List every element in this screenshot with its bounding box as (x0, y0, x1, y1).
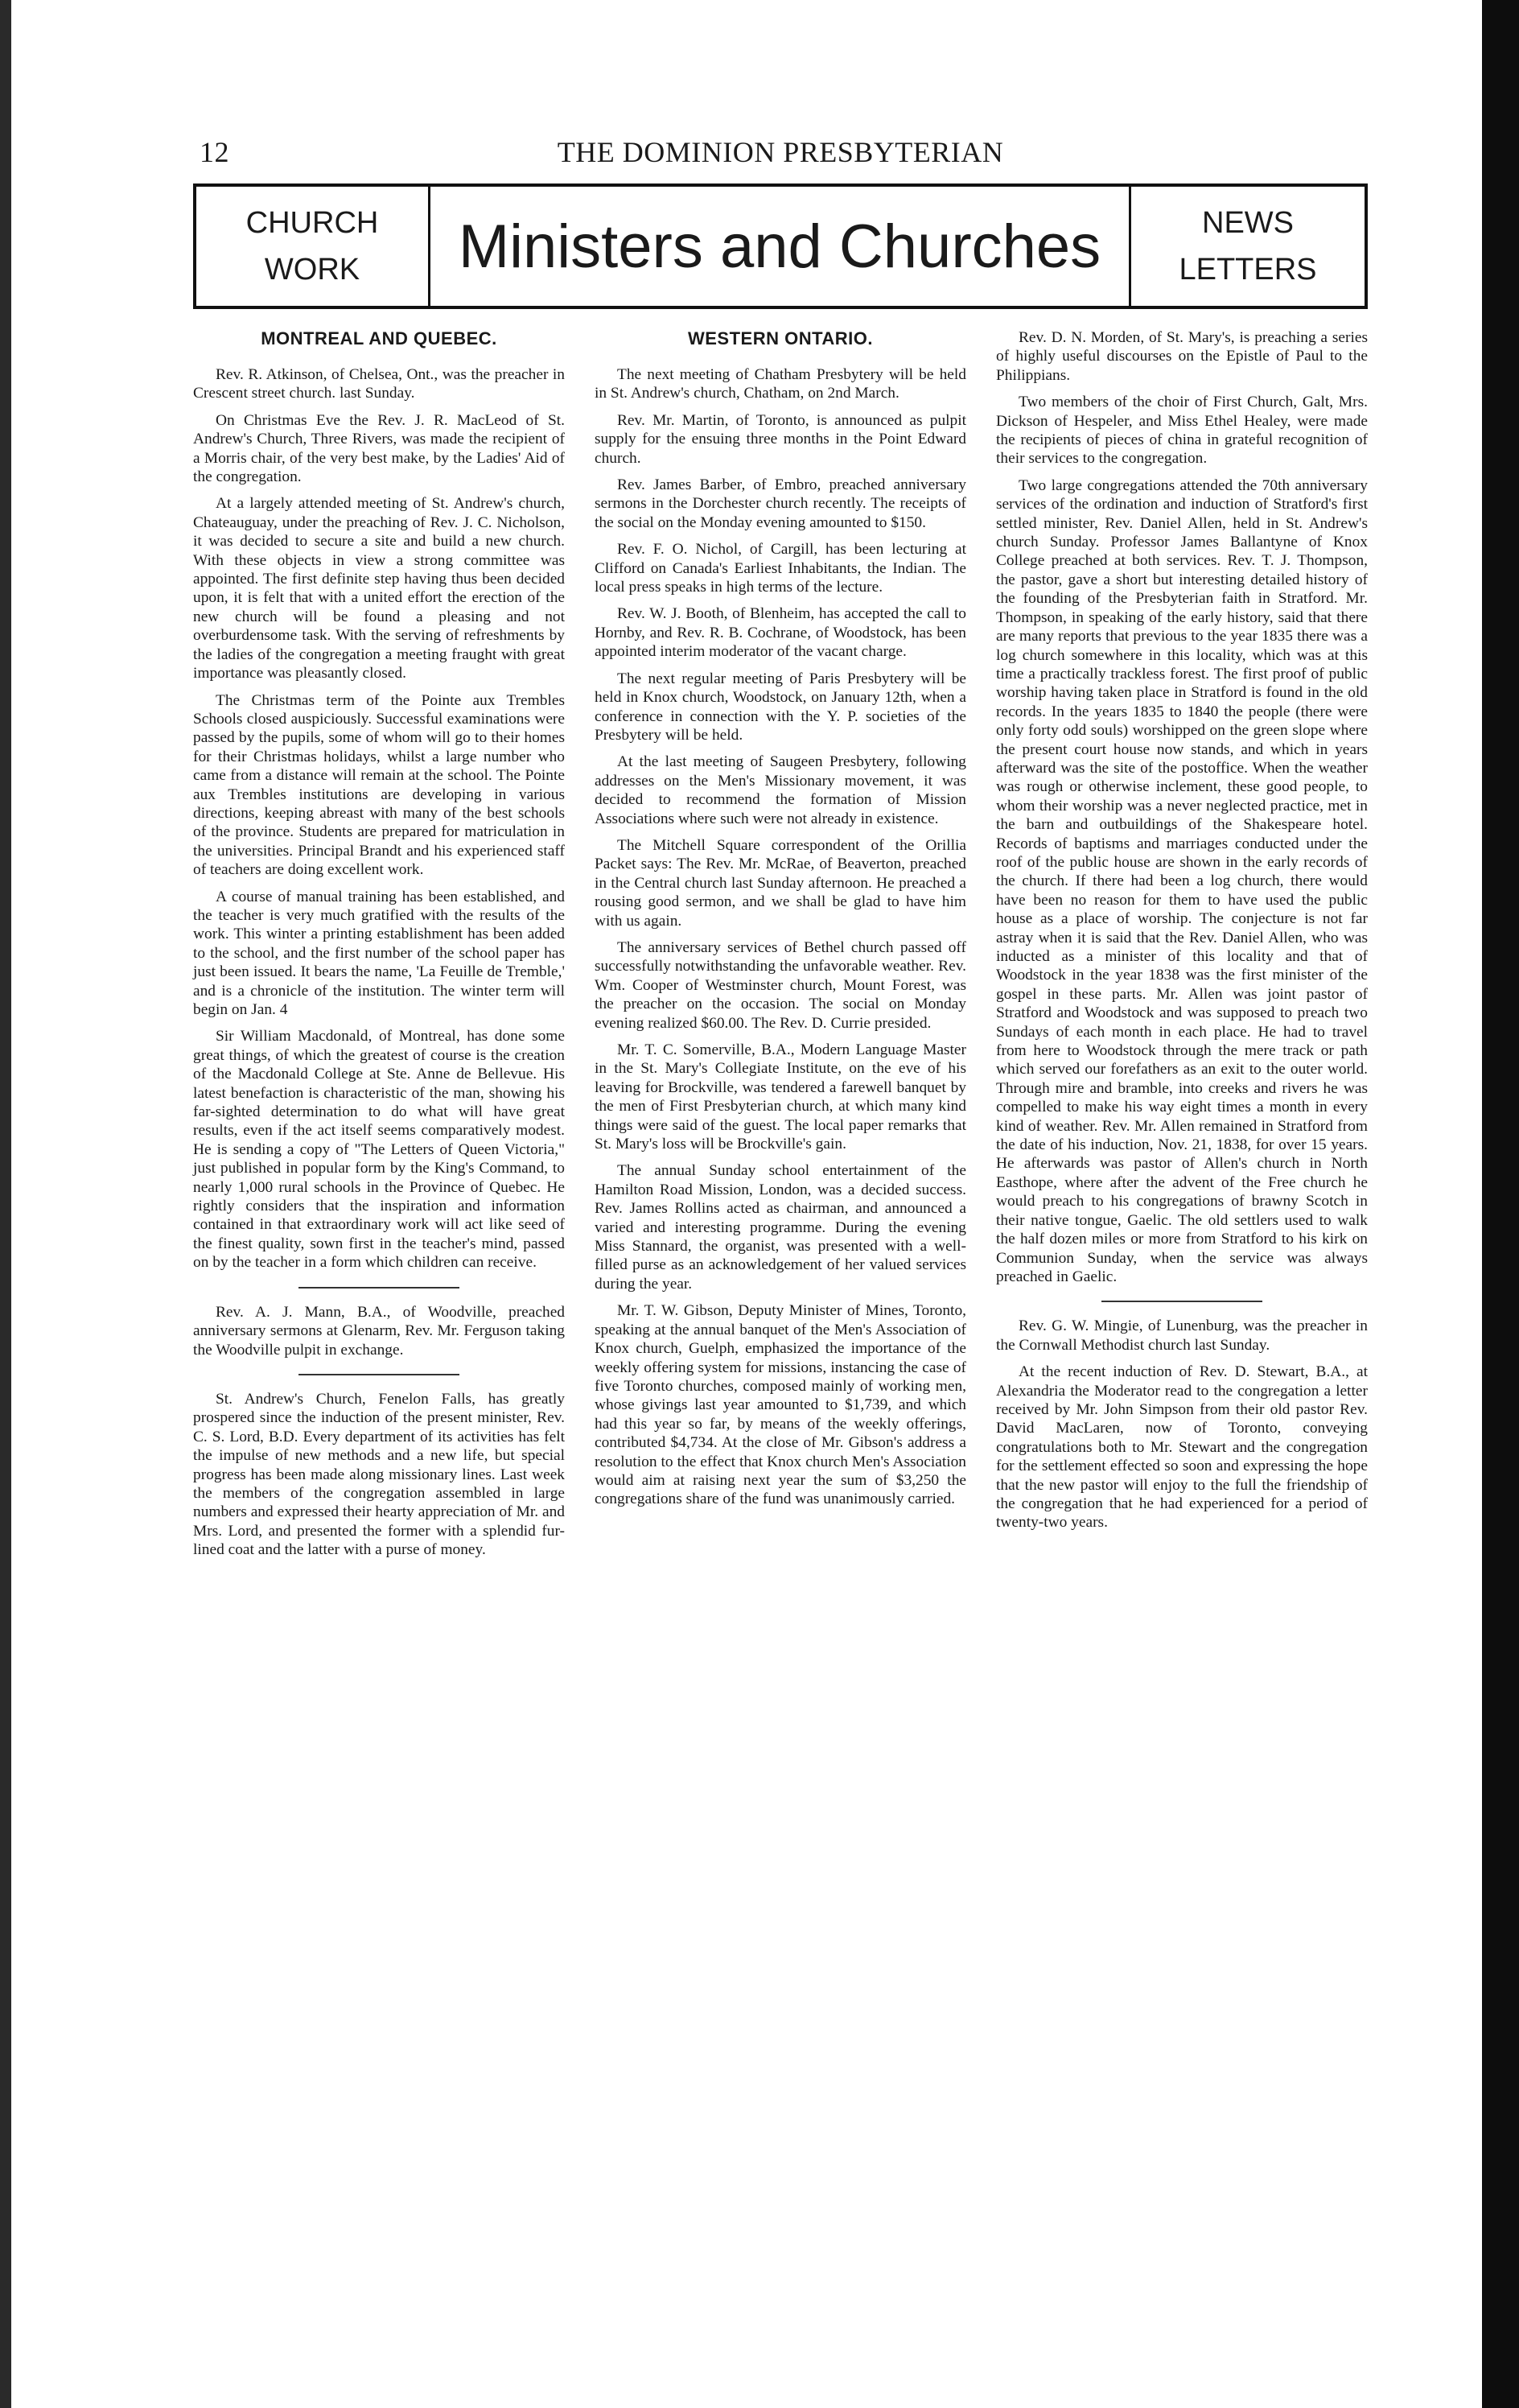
news-item: The next regular meeting of Paris Presbytery will be held in Knox church, Woodstock, on January 12th, when a conference in connection with the Y. P. societies of the Presbytery will be held. (595, 670, 966, 744)
news-item: The Christmas term of the Pointe aux Trembles Schools closed auspiciously. Successful examinations were passed by the pupils, some of whom will go to their homes for their Christmas holidays, whilst a large number who came from a distance will remain at the school. The Pointe aux Trembles institutions are developing in various directions, keeping abreast with many of the best schools of the province. Students are prepared for matriculation in the universities. Principal Brandt and his experienced staff of teachers are doing excellent work. (193, 691, 565, 879)
news-item: The next meeting of Chatham Presbytery will be held in St. Andrew's church, Chatham, on 2nd March. (595, 366, 966, 402)
news-item: The anniversary services of Bethel church passed off successfully notwithstanding the unfavorable weather. Rev. Wm. Cooper of Westminster church, Mount Forest, was the preacher on the occasion. The social on Monday evening realized $60.00. The Rev. D. Currie presided. (595, 938, 966, 1032)
column-western-ontario (595, 328, 966, 1568)
banner-left-box (196, 187, 430, 306)
banner-right-line1: NEWS (1202, 206, 1294, 240)
news-item: Rev. A. J. Mann, B.A., of Woodville, preached anniversary sermons at Glenarm, Rev. Mr. Ferguson taking the Woodville pulpit in exchange. (193, 1303, 565, 1359)
news-item: Rev. D. N. Morden, of St. Mary's, is preaching a series of highly useful discourses on the Epistle of Paul to the Philippians. (996, 329, 1368, 384)
journal-title: THE DOMINION PRESBYTERIAN (557, 136, 1004, 168)
page (193, 129, 1368, 1568)
column-heading: MONTREAL AND QUEBEC. (261, 328, 497, 348)
section-banner (193, 183, 1368, 309)
news-item: Sir William Macdonald, of Montreal, has done some great things, of which the greatest of course is the creation of the Macdonald College at Ste. Anne de Bellevue. His latest benefaction is characteristic of the man, showing his far-sighted determination to do what will have great results, even if the act itself seems comparatively modest. He is sending a copy of "The Letters of Queen Victoria," just published in popular form by the King's Command, to nearly 1,000 rural schools in the Province of Quebec. He rightly considers that the inspiration and information contained in that extraordinary work will act like seed of the finest quality, sown first in the teacher's mind, passed on by the teacher in a form which children can receive. (193, 1028, 565, 1272)
news-item: Rev. F. O. Nichol, of Cargill, has been lecturing at Clifford on Canada's Earliest Inhabitants, the Indian. The local press speaks in high terms of the lecture. (595, 541, 966, 596)
news-item: St. Andrew's Church, Fenelon Falls, has greatly prospered since the induction of the present minister, Rev. C. S. Lord, B.D. Every department of its activities has felt the impulse of new methods and a new life, but special progress has been made along missionary lines. Last week the members of the congregation assembled in large numbers and expressed their hearty appreciation of Mr. and Mrs. Lord, and presented the former with a splendid fur-lined coat and the latter with a purse of money. (193, 1390, 565, 1559)
news-item: Mr. T. W. Gibson, Deputy Minister of Mines, Toronto, speaking at the annual banquet of the Men's Association of Knox church, Guelph, emphasized the importance of the weekly offering system for missions, instancing the case of five Toronto churches, composed mainly of working men, whose givings last year amounted to $1,739, and which had this year so far, by means of the weekly offerings, contributed $4,734. At the close of Mr. Gibson's address a resolution to the effect that Knox church Men's Association would aim at raising next year the sum of $3,250 the congregations share of the fund was unanimously carried. (595, 1302, 966, 1508)
running-head (193, 129, 1368, 174)
scan-left-edge (0, 0, 11, 2408)
banner-left-line2: WORK (264, 253, 360, 287)
scan-right-edge (1482, 0, 1519, 2408)
page-number: 12 (200, 136, 229, 168)
news-item: At a largely attended meeting of St. Andrew's church, Chateauguay, under the preaching of Rev. J. C. Nicholson, it was decided to secure a site and build a new church. With these objects in view a strong committee was appointed. The first definite step having thus been decided upon, it is felt that with a united effort the erection of the new church will be found a pleasing and not overburdensome task. With the serving of refreshments by the ladies of the congregation a meeting fraught with great importance was pleasantly closed. (193, 495, 565, 682)
divider (298, 1374, 459, 1375)
news-item: The Mitchell Square correspondent of the Orillia Packet says: The Rev. Mr. McRae, of Beaverton, preached in the Central church last Sunday afternoon. He preached a rousing good sermon, and we shall be glad to have him with us again. (595, 836, 966, 930)
column-montreal-quebec (193, 328, 565, 1568)
news-item: At the last meeting of Saugeen Presbytery, following addresses on the Men's Missionary movement, it was decided to recommend the formation of Mission Associations where such were not already in existence. (595, 753, 966, 827)
section-title: Ministers and Churches (458, 212, 1101, 281)
article-columns (193, 328, 1368, 1568)
news-item: Two members of the choir of First Church, Galt, Mrs. Dickson of Hespeler, and Miss Ethel Healey, were made the recipients of pieces of china in grateful recognition of their services to the congregation. (996, 394, 1368, 468)
banner-left-line1: CHURCH (245, 206, 379, 240)
column-continued (996, 328, 1368, 1568)
news-item: A course of manual training has been established, and the teacher is very much gratified with the results of the work. This winter a printing establishment has been added to the school, and the first number of the school paper has just been issued. It bears the name, 'La Feuille de Tremble,' and is a chronicle of the institution. The winter term will begin on Jan. 4 (193, 888, 565, 1018)
column-heading: WESTERN ONTARIO. (687, 328, 874, 348)
news-item: Rev. R. Atkinson, of Chelsea, Ont., was the preacher in Crescent street church. last Sunday. (193, 366, 565, 402)
banner-right-box (1129, 187, 1365, 306)
news-item: Mr. T. C. Somerville, B.A., Modern Language Master in the St. Mary's Collegiate Institute, on the eve of his leaving for Brockville, was tendered a farewell banquet by the men of First Presbyterian church, at which many kind things were said of the guest. The local paper remarks that St. Mary's loss will be Brockville's gain. (595, 1041, 966, 1153)
news-item: Rev. W. J. Booth, of Blenheim, has accepted the call to Hornby, and Rev. R. B. Cochrane, of Woodstock, has been appointed interim moderator of the vacant charge. (595, 605, 966, 661)
divider (298, 1287, 459, 1289)
divider (1101, 1301, 1262, 1302)
news-item: Rev. Mr. Martin, of Toronto, is announced as pulpit supply for the ensuing three months in the Point Edward church. (595, 411, 966, 467)
news-item: At the recent induction of Rev. D. Stewart, B.A., at Alexandria the Moderator read to the congregation a letter received by Mr. John Simpson from their old pastor Rev. David MacLaren, now of Toronto, conveying congratulations both to Mr. Stewart and the congregation for the settlement effected so soon and expressing the hope that the new pastor will enjoy to the full the friendship of the congregation that he had experienced for a period of twenty-two years. (996, 1363, 1368, 1532)
news-item: Rev. G. W. Mingie, of Lunenburg, was the preacher in the Cornwall Methodist church last Sunday. (996, 1317, 1368, 1354)
news-item: Rev. James Barber, of Embro, preached anniversary sermons in the Dorchester church recently. The receipts of the social on the Monday evening amounted to $150. (595, 476, 966, 531)
news-item: On Christmas Eve the Rev. J. R. MacLeod of St. Andrew's Church, Three Rivers, was made the recipient of a Morris chair, of the very best make, by the Ladies' Aid of the congregation. (193, 411, 565, 486)
news-item: The annual Sunday school entertainment of the Hamilton Road Mission, London, was a decided success. Rev. James Rollins acted as chairman, and announced a varied and interesting programme. During the evening Miss Stannard, the organist, was presented with a well-filled purse as an acknowledgement of her valued services during the year. (595, 1162, 966, 1293)
banner-right-line2: LETTERS (1179, 253, 1317, 287)
news-item: Two large congregations attended the 70th anniversary services of the ordination and induction of Stratford's first settled minister, Rev. Daniel Allen, held in St. Andrew's church Sunday. Professor James Ballantyne of Knox College preached at both services. Rev. T. J. Thompson, the pastor, gave a short but interesting detailed history of the founding of the Presbyterian faith in Stratford. Mr. Thompson, in speaking of the early history, said that there are many reports that previous to the year 1835 there was a log church somewhere in this locality, which was at this time a practically trackless forest. The first proof of public worship having taken place in Stratford is found in the old records. In the years 1835 to 1840 the people (there were only forty odd souls) worshipped on the green slope where the present court house now stands, and which in years afterward was the site of the postoffice. When the weather was rough or otherwise inclement, these good people, to whom their worship was a never neglected practice, met in the barn and outbuildings of the Shakespeare hotel. Records of baptisms and marriages conducted under the roof of the public house are shown in the early records of the church. If there had been a log church, there would have been no reason for them to have used the public house as a place of worship. The conjecture is not far astray when it is said that the Rev. Daniel Allen, who was inducted as a minister of this locality and that of Woodstock in the year 1838 was the first minister of the gospel in these parts. Mr. Allen was joint pastor of Stratford and Woodstock and was supposed to preach two Sundays of each month in each place. He had to travel from here to Woodstock through the mere track or path which served our forefathers as an exit to the outer world. Through mire and bramble, into creeks and rivers he was compelled to make his way eight times a month in every kind of weather. Rev. Mr. Allen remained in Stratford from the date of his induction, Nov. 21, 1838, for over 15 years. He afterwards was pastor of Allen's church in North Easthope, where after the advent of the Free church he would preach to his congregations of brawny Scotch in their native tongue, Gaelic. The old settlers used to walk the half dozen miles or more from Stratford to his kirk on Communion Sunday, when the service was always preached in Gaelic. (996, 476, 1368, 1285)
